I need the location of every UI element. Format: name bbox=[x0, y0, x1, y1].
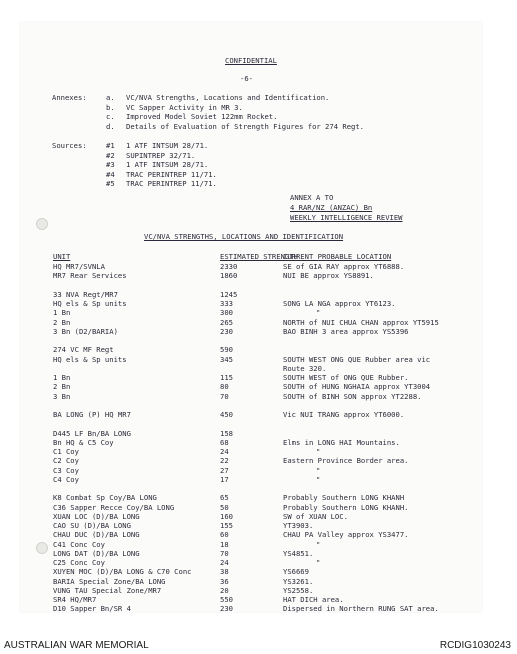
table-row bbox=[20, 577, 482, 586]
location-cell: SOUTH of HUNG NGHAIA approx YT3004 bbox=[283, 382, 431, 392]
strength-cell: 345 bbox=[220, 354, 233, 364]
location-cell: " bbox=[316, 447, 321, 456]
strength-cell: 24 bbox=[220, 558, 229, 567]
location-cell: " bbox=[316, 474, 321, 484]
strength-cell: 60 bbox=[220, 530, 229, 540]
table-row bbox=[20, 429, 482, 438]
location-cell: SE of GIA RAY approx YT6888. bbox=[283, 262, 405, 271]
location-cell: YT3903. bbox=[283, 521, 314, 530]
annex-item-text: Improved Model Soviet 122mm Rocket. bbox=[126, 112, 278, 121]
source-item-text: TRAC PERINTREP 11/71. bbox=[126, 179, 217, 188]
strength-cell: 20 bbox=[220, 585, 229, 595]
table-row bbox=[20, 419, 482, 428]
location-cell: SOUTH WEST ONG QUE Rubber area vic bbox=[283, 354, 431, 364]
unit-cell: BA LONG (P) HQ MR7 bbox=[53, 410, 131, 419]
strength-cell: 27 bbox=[220, 465, 229, 475]
strength-cell: 68 bbox=[220, 437, 229, 447]
source-item-key: #2 bbox=[106, 150, 115, 160]
location-cell: Probably Southern LONG KHANH. bbox=[283, 502, 409, 512]
unit-cell: XUYEN MOC (D)/BA LONG & C70 Conc bbox=[53, 567, 192, 577]
unit-cell: CHAU DUC (D)/BA LONG bbox=[53, 530, 140, 540]
annex-heading-line2: 4 RAR/NZ (ANZAC) Bn bbox=[290, 203, 373, 212]
unit-cell: HQ els & Sp units bbox=[53, 354, 127, 364]
table-row bbox=[20, 401, 482, 410]
table-row bbox=[20, 456, 482, 465]
location-cell: SONG LA NGA approx YT6123. bbox=[283, 299, 396, 308]
table-row bbox=[20, 382, 482, 391]
annex-item-key: a. bbox=[106, 93, 115, 102]
strength-cell: 265 bbox=[220, 317, 233, 327]
table-row bbox=[20, 438, 482, 447]
table-row bbox=[20, 392, 482, 401]
location-cell: NUI BE approx YS8891. bbox=[283, 271, 374, 281]
strength-cell: 65 bbox=[220, 493, 229, 503]
table-row bbox=[20, 410, 482, 419]
unit-cell: SR4 HQ/MR7 bbox=[53, 595, 97, 604]
source-item-key: #5 bbox=[106, 179, 115, 188]
table-row bbox=[20, 364, 482, 373]
location-cell: Eastern Province Border area. bbox=[283, 456, 409, 466]
annex-item-text: VC Sapper Activity in MR 3. bbox=[126, 102, 243, 112]
location-cell: SOUTH WEST of ONG QUE Rubber. bbox=[283, 373, 409, 382]
unit-cell: XUAN LOC (D)/BA LONG bbox=[53, 511, 140, 521]
source-item-text: 1 ATF INTSUM 28/71. bbox=[126, 160, 209, 169]
unit-cell: HQ MR7/SVNLA bbox=[53, 262, 105, 271]
strength-cell: 70 bbox=[220, 548, 229, 558]
source-item-text: SUPINTREP 32/71. bbox=[126, 150, 196, 160]
unit-cell: 2 Bn bbox=[53, 317, 71, 327]
table-row bbox=[20, 373, 482, 382]
strength-cell: 155 bbox=[220, 521, 233, 530]
unit-cell: D445 LF Bn/BA LONG bbox=[53, 428, 131, 438]
strength-cell: 50 bbox=[220, 502, 229, 512]
strength-cell: 36 bbox=[220, 576, 229, 586]
unit-cell: C3 Coy bbox=[53, 465, 79, 475]
location-cell: CHAU PA Valley approx YS3477. bbox=[283, 530, 409, 540]
location-cell: Elms in LONG HAI Mountains. bbox=[283, 437, 400, 447]
strength-cell: 550 bbox=[220, 595, 233, 604]
annex-heading-line3: WEEKLY INTELLIGENCE REVIEW bbox=[290, 213, 403, 222]
table-row bbox=[20, 475, 482, 484]
strength-cell: 115 bbox=[220, 373, 233, 382]
unit-cell: BARIA Special Zone/BA LONG bbox=[53, 576, 166, 586]
table-row bbox=[20, 604, 482, 613]
strength-cell: 70 bbox=[220, 391, 229, 401]
table-row bbox=[20, 512, 482, 521]
unit-cell: VUNG TAU Special Zone/MR7 bbox=[53, 585, 162, 595]
location-cell: HAT DICH area. bbox=[283, 595, 344, 604]
table-row bbox=[20, 549, 482, 558]
location-cell: Dispersed in Northern RUNG SAT area. bbox=[283, 604, 439, 614]
table-row bbox=[20, 327, 482, 336]
strength-cell: 590 bbox=[220, 345, 233, 355]
source-item-key: #4 bbox=[106, 169, 115, 179]
header-unit: UNIT bbox=[53, 252, 71, 261]
source-item-key: #1 bbox=[106, 141, 115, 150]
table-row bbox=[20, 299, 482, 308]
location-cell: NORTH of NUI CHUA CHAN approx YT5915 bbox=[283, 317, 439, 327]
location-cell: YS2558. bbox=[283, 585, 314, 595]
table-row bbox=[20, 336, 482, 345]
table-row bbox=[20, 466, 482, 475]
table-row bbox=[20, 540, 482, 549]
header-location: CURRENT PROBABLE LOCATION bbox=[283, 252, 392, 261]
unit-cell: C41 Conc Coy bbox=[53, 539, 105, 549]
unit-cell: Bn HQ & C5 Coy bbox=[53, 437, 114, 447]
location-cell: YS4851. bbox=[283, 548, 314, 558]
unit-cell: HQ els & Sp units bbox=[53, 299, 127, 308]
unit-cell: 3 Bn (D2/BARIA) bbox=[53, 326, 118, 336]
unit-cell: 274 VC MF Regt bbox=[53, 345, 114, 355]
location-cell: BAO BINH 3 area approx YS5396 bbox=[283, 326, 409, 336]
unit-cell: C25 Conc Coy bbox=[53, 558, 105, 567]
source-item-text: 1 ATF INTSUM 28/71. bbox=[126, 141, 209, 150]
strength-cell: 18 bbox=[220, 539, 229, 549]
table-row bbox=[20, 281, 482, 290]
unit-cell: 1 Bn bbox=[53, 308, 71, 318]
strength-cell: 1860 bbox=[220, 271, 238, 281]
annex-heading-line1: ANNEX A TO bbox=[290, 193, 334, 202]
location-cell: YS6669 bbox=[283, 567, 309, 577]
source-item-key: #3 bbox=[106, 160, 115, 169]
table-row bbox=[20, 484, 482, 493]
page-number: -6- bbox=[240, 74, 253, 83]
table-row bbox=[20, 586, 482, 595]
table-title: VC/NVA STRENGTHS, LOCATIONS AND IDENTIFICATION bbox=[144, 232, 344, 241]
strength-cell: 38 bbox=[220, 567, 229, 577]
unit-cell: D10 Sapper Bn/SR 4 bbox=[53, 604, 131, 614]
table-row bbox=[20, 521, 482, 530]
sources-label: Sources: bbox=[52, 141, 87, 150]
unit-cell: CAO SU (D)/BA LONG bbox=[53, 521, 131, 530]
annexes-label: Annexes: bbox=[52, 93, 87, 102]
strength-cell: 24 bbox=[220, 447, 229, 456]
annex-item-key: c. bbox=[106, 112, 115, 121]
annex-item-key: d. bbox=[106, 121, 115, 131]
punch-hole bbox=[36, 218, 48, 230]
table-row bbox=[20, 493, 482, 502]
table-row bbox=[20, 503, 482, 512]
table-row bbox=[20, 447, 482, 456]
strength-cell: 230 bbox=[220, 604, 233, 614]
annex-item-text: Details of Evaluation of Strength Figures for 274 Regt. bbox=[126, 121, 364, 131]
strength-cell: 450 bbox=[220, 410, 233, 419]
source-item-text: TRAC PERINTREP 11/71. bbox=[126, 169, 217, 179]
unit-cell: C36 Sapper Recce Coy/BA LONG bbox=[53, 502, 175, 512]
unit-cell: 2 Bn bbox=[53, 382, 71, 392]
location-cell: " bbox=[316, 465, 321, 475]
table-row bbox=[20, 318, 482, 327]
strength-cell: 80 bbox=[220, 382, 229, 392]
table-row bbox=[20, 595, 482, 604]
unit-cell: C2 Coy bbox=[53, 456, 79, 466]
footer-archive-name: AUSTRALIAN WAR MEMORIAL bbox=[4, 640, 149, 651]
location-cell: Vic NUI TRANG approx YT6000. bbox=[283, 410, 405, 419]
table-row bbox=[20, 271, 482, 280]
table-row bbox=[20, 308, 482, 317]
strength-cell: 1245 bbox=[220, 289, 238, 299]
unit-cell: C1 Coy bbox=[53, 447, 79, 456]
table-row bbox=[20, 345, 482, 354]
unit-cell: 3 Bn bbox=[53, 391, 71, 401]
strength-cell: 2330 bbox=[220, 262, 238, 271]
strength-cell: 300 bbox=[220, 308, 233, 318]
location-cell: SOUTH of BINH SON approx YT2288. bbox=[283, 391, 422, 401]
strength-cell: 22 bbox=[220, 456, 229, 466]
table-row bbox=[20, 558, 482, 567]
table-row bbox=[20, 355, 482, 364]
location-cell: Route 320. bbox=[283, 363, 327, 373]
unit-cell: 33 NVA Regt/MR7 bbox=[53, 289, 118, 299]
location-cell: " bbox=[316, 558, 321, 567]
classification-label: CONFIDENTIAL bbox=[225, 56, 277, 65]
location-cell: " bbox=[316, 539, 321, 549]
unit-cell: C4 Coy bbox=[53, 474, 79, 484]
annex-item-text: VC/NVA Strengths, Locations and Identification. bbox=[126, 93, 330, 102]
strength-cell: 230 bbox=[220, 326, 233, 336]
strength-cell: 160 bbox=[220, 511, 233, 521]
table-row bbox=[20, 262, 482, 271]
unit-cell: LONG DAT (D)/BA LONG bbox=[53, 548, 140, 558]
table-header-row bbox=[20, 252, 482, 261]
unit-cell: 1 Bn bbox=[53, 373, 71, 382]
unit-cell: K8 Combat Sp Coy/BA LONG bbox=[53, 493, 157, 503]
table-row bbox=[20, 567, 482, 576]
unit-cell: MR7 Rear Services bbox=[53, 271, 127, 281]
header-strength: ESTIMATED STRENGTH bbox=[220, 252, 298, 261]
location-cell: " bbox=[316, 308, 321, 318]
strength-cell: 17 bbox=[220, 474, 229, 484]
footer-record-id: RCDIG1030243 bbox=[439, 640, 511, 651]
strength-cell: 333 bbox=[220, 299, 233, 308]
location-cell: YS3261. bbox=[283, 576, 314, 586]
annex-item-key: b. bbox=[106, 102, 115, 112]
document-page bbox=[20, 22, 482, 612]
location-cell: SW of XUAN LOC. bbox=[283, 511, 348, 521]
strength-cell: 158 bbox=[220, 428, 233, 438]
table-row bbox=[20, 530, 482, 539]
location-cell: Probably Southern LONG KHANH bbox=[283, 493, 405, 503]
table-row bbox=[20, 290, 482, 299]
